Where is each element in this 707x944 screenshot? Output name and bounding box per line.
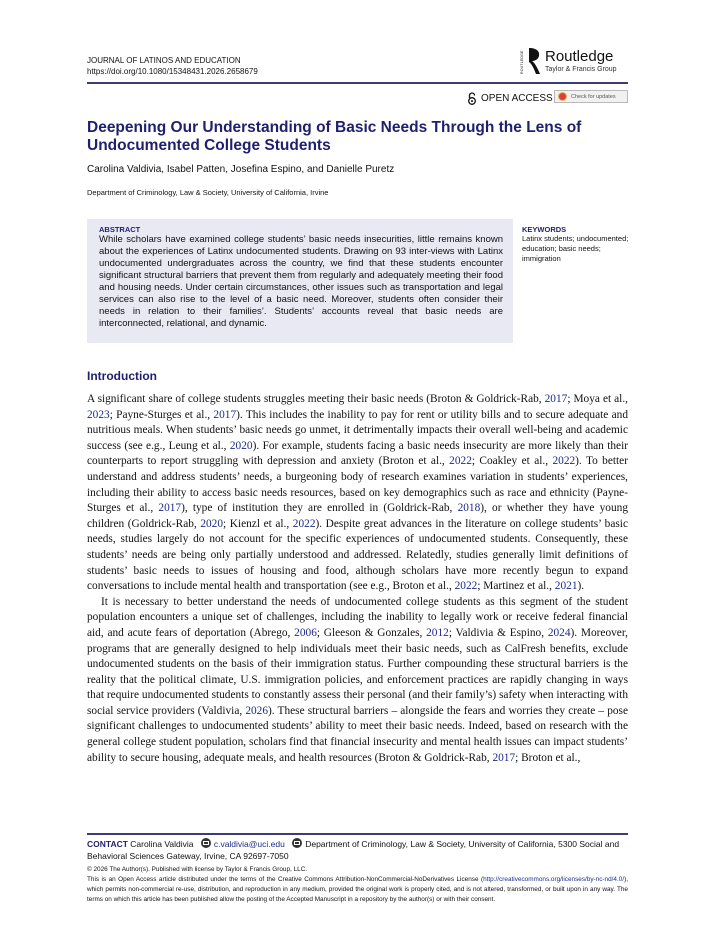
publisher-side-text: ROUTLEDGE [520, 50, 524, 74]
citation-link[interactable]: 2022 [449, 455, 472, 468]
open-access-label: OPEN ACCESS [481, 93, 553, 104]
text-run: ; Kienzl et al., [223, 517, 293, 530]
keywords-text: Latinx students; undocumented; education; basic needs; immigration [522, 234, 629, 263]
check-for-updates-label: Check for updates [571, 93, 616, 100]
section-heading-introduction: Introduction [87, 369, 157, 383]
journal-header [87, 55, 258, 77]
open-lock-icon [467, 92, 477, 105]
abstract-heading: ABSTRACT [99, 225, 141, 234]
citation-link[interactable]: 2020 [200, 517, 224, 530]
open-access-badge [467, 92, 553, 105]
text-run: ; Valdivia & Espino, [448, 626, 548, 639]
citation-link[interactable]: 2017 [158, 502, 182, 515]
routledge-r-icon [527, 47, 541, 75]
citation-link[interactable]: 2006 [294, 626, 317, 639]
text-run: ). Despite great advances in the literature on college students’ basic needs, studies largely do not account for the specific experiences of undocumented students. Consequently, these students’ needs are being only partially understood and addressed. Relatedly, studies generally limit definitions of students’ basic needs to issues of housing and food, although scholars have more recently begun to expand conversations to include mental health and transportation (see e.g., Broton et al., [87, 517, 628, 593]
text-run: ). To better understand and address students’ needs, a burgeoning body of research examines variation in students’ experiences, including their ability to access basic needs resources, based on key demographics such as race and ethnicity (Payne-Sturges et al., [87, 455, 628, 515]
crossmark-icon [558, 92, 567, 101]
citation-link[interactable]: 2017 [492, 751, 516, 764]
text-run: ), type of institution they are enrolled in (Goldrick-Rab, [181, 502, 458, 515]
abstract-box [87, 219, 513, 343]
email-icon [201, 838, 211, 848]
citation-link[interactable]: 2017 [544, 393, 568, 405]
license-url-link[interactable]: http://creativecommons.org/licenses/by-nc-nd/4.0/ [483, 876, 625, 883]
citation-link[interactable]: 2024 [547, 626, 571, 639]
journal-name: JOURNAL OF LATINOS AND EDUCATION [87, 56, 241, 65]
license-block [87, 865, 628, 905]
body-text [87, 392, 628, 766]
abstract-text: While scholars have examined college students’ basic needs insecurities, little remains known about the experiences of Latinx undocumented students. Drawing on 93 inter-views with Latinx undocumented undergraduates across the country, we find that these students encounter significant structural barriers that prevent them from regularly and adequately meeting their food and housing needs. Under certain circumstances, other issues such as transportation and legal services can also rise to the level of a basic need. Moreover, students often consider their needs in relation to their families’. Students’ accounts reveal that basic needs are interconnected, relational, and dynamic. [99, 234, 503, 330]
citation-link[interactable]: 2017 [213, 408, 237, 421]
text-run: ), or whether they have young children (Goldrick-Rab, [87, 502, 628, 530]
citation-link[interactable]: 2023 [87, 408, 110, 421]
license-text [87, 875, 628, 905]
address-icon [292, 838, 302, 848]
text-run: A significant share of college students struggles meeting their basic needs (Broton & Goldrick-Rab, [87, 393, 545, 405]
text-run: ). For example, students facing a basic needs insecurity are more likely than their counterparts to report struggling with depression and anxiety (Broton et al., [87, 439, 629, 468]
text-run: ; Payne-Sturges et al., [109, 408, 214, 421]
contact-address: Department of Criminology, Law & Society, University of California, 5300 Social and Behavioral Sciences Gateway, Irvine, CA 92697-7050 [87, 839, 620, 861]
publisher-logo [520, 45, 617, 77]
contact-label: CONTACT [87, 839, 128, 849]
text-run: ; Moya et al., [567, 393, 628, 405]
publisher-group: Taylor & Francis Group [545, 65, 617, 73]
article-title: Deepening Our Understanding of Basic Needs Through the Lens of Undocumented College Students [87, 119, 582, 154]
author-list: Carolina Valdivia, Isabel Patten, Josefina Espino, and Danielle Puretz [87, 164, 395, 175]
affiliation: Department of Criminology, Law & Society, University of California, Irvine [87, 188, 329, 197]
paragraph [87, 392, 628, 595]
citation-link[interactable]: 2022 [552, 455, 576, 468]
text-run: ). [577, 580, 585, 593]
text-run: ). This includes the inability to pay for rent or utility bills and to secure adequate and nutritious meals. When students’ basic needs go unmet, it detrimentally impacts their overall well-being and academic success (see e.g., Leung et al., [87, 408, 628, 452]
citation-link[interactable]: 2021 [554, 580, 578, 593]
check-for-updates-button[interactable] [554, 90, 628, 103]
paragraph [87, 595, 628, 767]
text-run: ; Martinez et al., [477, 580, 555, 593]
copyright-line: © 2026 The Author(s). Published with license by Taylor & Francis Group, LLC. [87, 866, 308, 873]
citation-link[interactable]: 2026 [245, 704, 268, 717]
contact-info [87, 838, 628, 862]
text-run: ; Broton et al., [515, 751, 581, 764]
header-divider [87, 82, 628, 84]
text-run: ). These structural barriers – alongside the fears and worries they create – pose significant challenges to undocumented students’ ability to meet their basic needs. Indeed, based on research with the general college student population, scholars find that financial insecurity and mental health issues can impact students’ ability to secure housing, adequate meals, and health resources (Broton & Goldrick-Rab, [87, 704, 628, 764]
license-text-post: ), which permits non-commercial re-use, distribution, and reproduction in any medium, provided the original work is properly cited, and is not altered, transformed, or built upon in any way. The terms on which this article has been published allow the posting of the Accepted Manuscript in a repository by the author(s) or with their consent. [87, 876, 628, 903]
publisher-name: Routledge [545, 47, 614, 65]
footer-divider [87, 833, 628, 835]
text-run: ). Moreover, programs that are generally designed to help individuals meet their basic needs, such as CalFresh benefits, exclude undocumented students on the basis of their immigration status. Further compounding these structural barriers is the reality that the political climate, U.S. immigration policies, and enforcement practices are rapidly changing in ways that require undocumented students to constantly assess their personal (and their family’s) safety when interacting with social service providers (Valdivia, [87, 626, 628, 717]
contact-email-link[interactable]: c.valdivia@uci.edu [213, 839, 285, 849]
text-run: It is necessary to better understand the needs of undocumented college students as this segment of the student population encounters a unique set of challenges, including the inability to legally work or receive federal financial aid, and acute fears of deportation (Abrego, [87, 595, 628, 639]
citation-link[interactable]: 2022 [454, 580, 478, 593]
keywords-box [522, 225, 632, 264]
text-run: ; Gleeson & Gonzales, [316, 626, 427, 639]
citation-link[interactable]: 2020 [229, 439, 253, 452]
license-text-pre: This is an Open Access article distributed under the terms of the Creative Commons Attribution-NonCommercial-NoDerivatives License ( [87, 876, 484, 883]
text-run: ; Coakley et al., [471, 455, 553, 468]
keywords-heading: KEYWORDS [522, 225, 567, 234]
doi-link[interactable]: https://doi.org/10.1080/15348431.2026.2658679 [87, 67, 258, 76]
contact-name: Carolina Valdivia [130, 839, 194, 849]
citation-link[interactable]: 2012 [426, 626, 449, 639]
citation-link[interactable]: 2018 [457, 502, 481, 515]
citation-link[interactable]: 2022 [292, 517, 316, 530]
